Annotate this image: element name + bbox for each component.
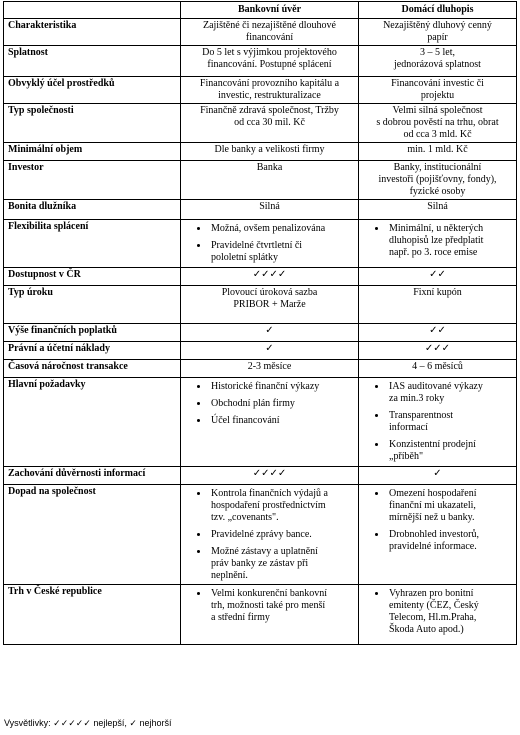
cell-line: od cca 3 mld. Kč xyxy=(403,129,472,140)
bullet-line: • Možné zástavy a uplatnění xyxy=(211,546,318,557)
bullet-line: • Transparentnost xyxy=(389,410,454,421)
bullet-item xyxy=(209,546,354,582)
cell-line: Zajištěné či nezajištěné dlouhové xyxy=(202,20,336,31)
row-label: Zachování důvěrnosti informací xyxy=(4,467,181,485)
table-row xyxy=(4,467,517,485)
bullet-item xyxy=(387,223,512,259)
bullet-item xyxy=(209,588,354,624)
table-row xyxy=(4,77,517,104)
bullet-list xyxy=(363,588,512,636)
cell-line: ✓✓✓✓ xyxy=(252,269,287,280)
bullet-line: za min.3 roky xyxy=(389,393,445,404)
bullet-line: informací xyxy=(389,422,428,433)
bullet-line: hospodaření prostřednictvím xyxy=(211,500,326,511)
cell-line: Fixní kupón xyxy=(413,287,462,298)
bank-loan-cell xyxy=(181,104,359,143)
row-label: Splatnost xyxy=(4,46,181,77)
bullet-line: • Velmi konkurenční bankovní xyxy=(211,588,328,599)
bullet-line: dluhopisů lze předplatit xyxy=(389,235,484,246)
bullet-line: tzv. „covenants". xyxy=(211,512,279,523)
cell-line: min. 1 mld. Kč xyxy=(407,144,468,155)
bullet-line: pravidelné informace. xyxy=(389,541,477,552)
bond-cell xyxy=(359,104,517,143)
cell-line: od cca 30 mil. Kč xyxy=(234,117,305,128)
cell-line: ✓✓✓✓ xyxy=(252,468,287,479)
row-label: Bonita dlužníka xyxy=(4,200,181,220)
table-row xyxy=(4,268,517,286)
cell-line: 3 – 5 let, xyxy=(420,47,455,58)
row-label: Flexibilita splácení xyxy=(4,220,181,268)
bullet-item xyxy=(209,529,354,541)
bond-cell xyxy=(359,286,517,324)
bank-loan-cell xyxy=(181,46,359,77)
bullet-line: • Drobnohled investorů, xyxy=(389,529,479,540)
bullet-item xyxy=(387,488,512,524)
table-row xyxy=(4,46,517,77)
bank-loan-cell xyxy=(181,286,359,324)
bank-loan-cell xyxy=(181,342,359,360)
cell-line: ✓ xyxy=(265,325,274,336)
bullet-list xyxy=(185,588,354,624)
cell-line: investic, restrukturalizace xyxy=(218,90,321,101)
table-row xyxy=(4,585,517,645)
cell-line: financování. Postupné splácení xyxy=(207,59,332,70)
cell-line: jednorázová splatnost xyxy=(394,59,481,70)
bullet-item xyxy=(209,398,354,410)
row-label: Charakteristika xyxy=(4,19,181,46)
bullet-item xyxy=(387,381,512,405)
cell-line: Financování provozního kapitálu a xyxy=(199,78,340,89)
bullet-line: finanční mi ukazateli, xyxy=(389,500,476,511)
table-body xyxy=(4,19,517,645)
bank-loan-cell xyxy=(181,585,359,645)
cell-line: Silná xyxy=(427,201,448,212)
bank-loan-cell xyxy=(181,200,359,220)
row-label: Typ úroku xyxy=(4,286,181,324)
bank-loan-cell xyxy=(181,161,359,200)
bullet-line: • Vyhrazen pro bonitní xyxy=(389,588,474,599)
bullet-line: • Pravidelné zprávy bance. xyxy=(211,529,312,540)
bank-loan-cell xyxy=(181,360,359,378)
bond-cell xyxy=(359,467,517,485)
bullet-line: • Možná, ovšem penalizována xyxy=(211,223,326,234)
bullet-item xyxy=(209,223,354,235)
cell-line: fyzické osoby xyxy=(409,186,466,197)
bullet-line: • Kontrola finančních výdajů a xyxy=(211,488,328,499)
table-row xyxy=(4,161,517,200)
cell-line: 4 – 6 měsíců xyxy=(412,361,463,372)
row-label: Trh v České republice xyxy=(4,585,181,645)
row-label: Obvyklý účel prostředků xyxy=(4,77,181,104)
cell-line: financování xyxy=(245,32,294,43)
cell-line: s dobrou pověstí na trhu, obrat xyxy=(376,117,499,128)
cell-line: ✓ xyxy=(433,468,442,479)
bullet-line: • Pravidelné čtvrtletní či xyxy=(211,240,303,251)
cell-line: Plovoucí úroková sazba xyxy=(221,287,318,298)
row-label: Dopad na společnost xyxy=(4,485,181,585)
bank-loan-cell xyxy=(181,220,359,268)
cell-line: projektu xyxy=(420,90,455,101)
bank-loan-cell xyxy=(181,378,359,467)
row-label: Hlavní požadavky xyxy=(4,378,181,467)
bullet-line: • Obchodní plán firmy xyxy=(211,398,295,409)
bond-cell xyxy=(359,46,517,77)
bond-cell xyxy=(359,19,517,46)
table-row xyxy=(4,19,517,46)
legend-note: Vysvětlivky: ✓✓✓✓✓ nejlepší, ✓ nejhorší xyxy=(4,718,172,728)
row-label: Právní a účetní náklady xyxy=(4,342,181,360)
bullet-line: • Minimální, u některých xyxy=(389,223,484,234)
bank-loan-cell xyxy=(181,467,359,485)
cell-line: Do 5 let s výjimkou projektového xyxy=(202,47,337,58)
header-bank-loan: Bankovní úvěr xyxy=(181,2,359,19)
table-row xyxy=(4,286,517,324)
row-label: Investor xyxy=(4,161,181,200)
bullet-item xyxy=(387,529,512,553)
cell-line: Nezajištěný dluhový cenný xyxy=(383,20,492,31)
bullet-item xyxy=(209,381,354,393)
bullet-item xyxy=(387,410,512,434)
header-domestic-bond: Domácí dluhopis xyxy=(359,2,517,19)
cell-line: Dle banky a velikosti firmy xyxy=(214,144,325,155)
bullet-line: neplnění. xyxy=(211,570,248,581)
bullet-item xyxy=(209,415,354,427)
cell-line: investoři (pojišťovny, fondy), xyxy=(378,174,497,185)
row-label: Výše finančních poplatků xyxy=(4,324,181,342)
bond-cell xyxy=(359,585,517,645)
cell-line: Velmi silná společnost xyxy=(392,105,483,116)
bond-cell xyxy=(359,200,517,220)
bond-cell xyxy=(359,161,517,200)
bank-loan-cell xyxy=(181,268,359,286)
cell-line: ✓✓✓ xyxy=(424,343,451,354)
cell-line: papír xyxy=(427,32,448,43)
bond-cell xyxy=(359,77,517,104)
bullet-line: mírnější než u banky. xyxy=(389,512,475,523)
bank-loan-cell xyxy=(181,324,359,342)
row-label: Typ společnosti xyxy=(4,104,181,143)
table-row xyxy=(4,104,517,143)
bullet-line: • Historické finanční výkazy xyxy=(211,381,320,392)
bullet-list xyxy=(363,488,512,553)
bullet-line: • Omezení hospodaření xyxy=(389,488,477,499)
bullet-line: • IAS auditované výkazy xyxy=(389,381,483,392)
bullet-line: • Účel financování xyxy=(211,415,280,426)
bond-cell xyxy=(359,268,517,286)
bank-loan-cell xyxy=(181,143,359,161)
bullet-line: a střední firmy xyxy=(211,612,270,623)
table-row xyxy=(4,324,517,342)
cell-line: Financování investic či xyxy=(391,78,484,89)
bullet-line: emitenty (ČEZ, Český xyxy=(389,600,479,611)
table-row xyxy=(4,360,517,378)
bullet-list xyxy=(185,488,354,582)
bullet-list xyxy=(185,381,354,427)
bullet-line: např. po 3. roce emise xyxy=(389,247,478,258)
row-label: Minimální objem xyxy=(4,143,181,161)
bullet-line: Škoda Auto apod.) xyxy=(389,624,464,635)
bullet-list xyxy=(185,223,354,264)
cell-line: ✓✓ xyxy=(429,325,446,336)
bullet-line: pololetní splátky xyxy=(211,252,278,263)
table-row xyxy=(4,342,517,360)
cell-line: Silná xyxy=(259,201,280,212)
cell-line: Banky, institucionální xyxy=(393,162,482,173)
bullet-list xyxy=(363,223,512,259)
cell-line: 2-3 měsíce xyxy=(247,361,292,372)
header-row xyxy=(4,2,517,19)
bond-cell xyxy=(359,485,517,585)
header-empty-cell xyxy=(4,2,181,19)
bond-cell xyxy=(359,360,517,378)
bullet-line: Telecom, Hl.m.Praha, xyxy=(389,612,477,623)
bullet-line: „příběh" xyxy=(389,451,424,462)
comparison-table xyxy=(3,1,517,645)
bullet-item xyxy=(387,439,512,463)
bullet-item xyxy=(387,588,512,636)
bullet-line: trh, možnosti také pro menší xyxy=(211,600,326,611)
table-row xyxy=(4,378,517,467)
table-row xyxy=(4,485,517,585)
bond-cell xyxy=(359,324,517,342)
bond-cell xyxy=(359,342,517,360)
row-label: Dostupnost v ČR xyxy=(4,268,181,286)
row-label: Časová náročnost transakce xyxy=(4,360,181,378)
table-row xyxy=(4,143,517,161)
bond-cell xyxy=(359,220,517,268)
bank-loan-cell xyxy=(181,19,359,46)
bond-cell xyxy=(359,378,517,467)
table-row xyxy=(4,220,517,268)
bank-loan-cell xyxy=(181,77,359,104)
cell-line: Finančně zdravá společnost, Tržby xyxy=(200,105,339,116)
bullet-line: práv banky ze zástav při xyxy=(211,558,309,569)
bullet-list xyxy=(363,381,512,463)
bank-loan-cell xyxy=(181,485,359,585)
cell-line: ✓ xyxy=(265,343,274,354)
cell-line: ✓✓ xyxy=(429,269,446,280)
table-row xyxy=(4,200,517,220)
bullet-item xyxy=(209,488,354,524)
cell-line: PRIBOR + Marže xyxy=(233,299,306,310)
bond-cell xyxy=(359,143,517,161)
cell-line: Banka xyxy=(256,162,283,173)
bullet-line: • Konzistentní prodejní xyxy=(389,439,476,450)
bullet-item xyxy=(209,240,354,264)
